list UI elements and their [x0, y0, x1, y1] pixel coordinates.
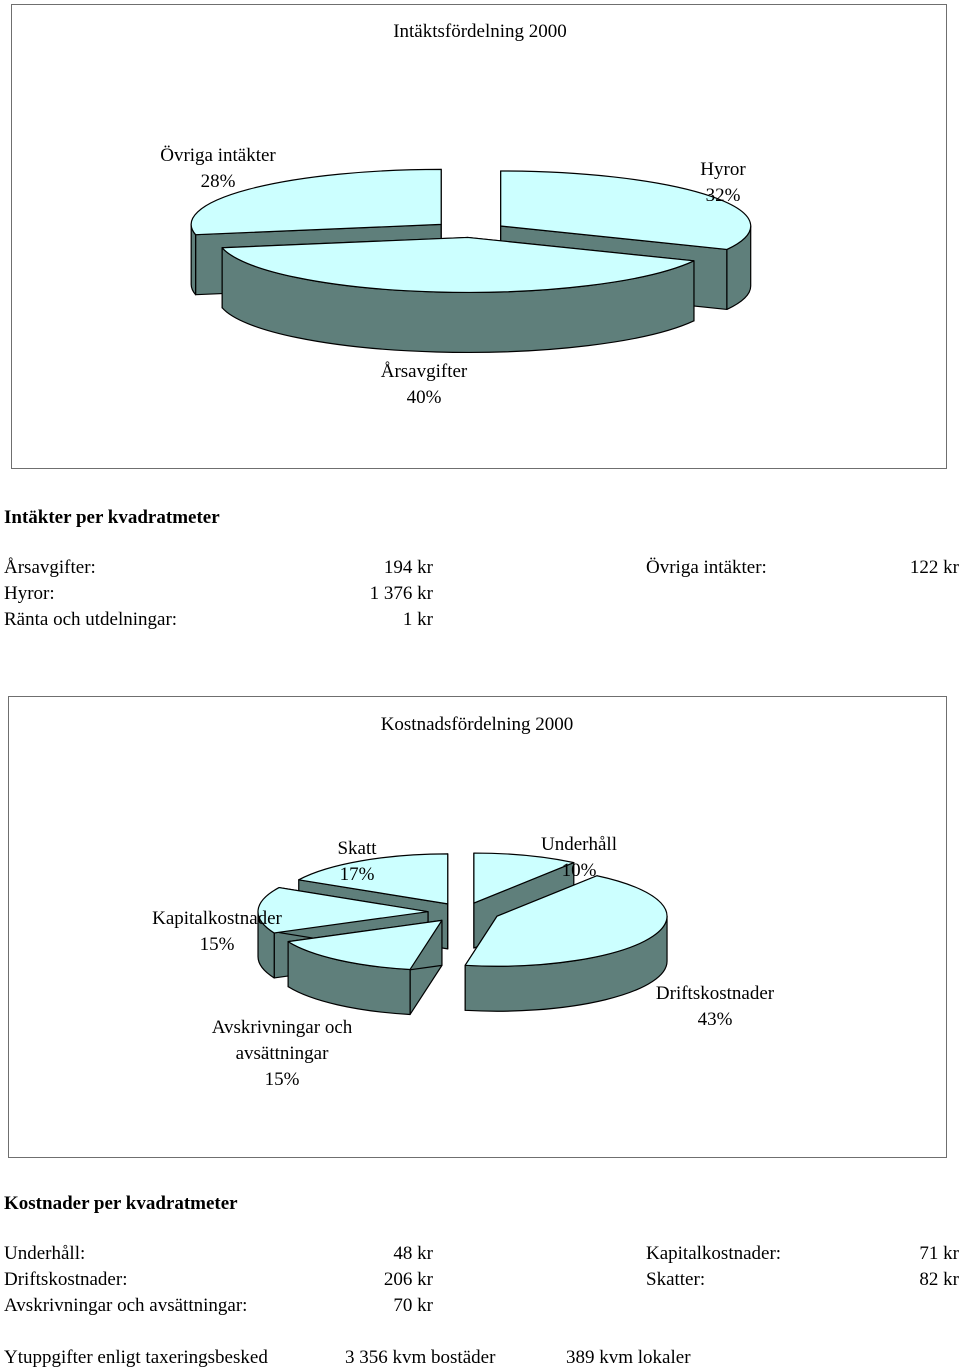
- cost-row-value: 71 kr: [919, 1243, 959, 1264]
- cost-row-value: 206 kr: [383, 1269, 433, 1290]
- income-row-value: 1 kr: [402, 609, 433, 630]
- cost-heading: Kostnader per kvadratmeter: [4, 1193, 238, 1214]
- pie-slice-label: Underhåll 10%: [541, 834, 617, 881]
- footer-label: Ytuppgifter enligt taxeringsbesked: [4, 1347, 268, 1368]
- cost-row-value: 48 kr: [393, 1243, 433, 1264]
- income-row-label: Hyror:: [4, 583, 55, 604]
- pie-slice-label: Övriga intäkter 28%: [160, 145, 276, 192]
- pie-slice-label: Driftskostnader 43%: [655, 983, 775, 1030]
- income-row-label: Årsavgifter:: [4, 557, 96, 578]
- footer-premises: 389 kvm lokaler: [566, 1347, 691, 1368]
- income-heading: Intäkter per kvadratmeter: [4, 507, 220, 528]
- cost-row-label: Avskrivningar och avsättningar:: [4, 1295, 248, 1316]
- income-row-label: Övriga intäkter:: [646, 557, 767, 578]
- cost-chart-title: Kostnadsfördelning 2000: [380, 714, 574, 735]
- income-row-value: 194 kr: [383, 557, 433, 578]
- cost-row-label: Kapitalkostnader:: [646, 1243, 782, 1264]
- cost-chart: [8, 696, 947, 1158]
- income-pie-svg: [12, 5, 948, 470]
- cost-row-value: 82 kr: [919, 1269, 959, 1290]
- income-chart-title: Intäktsfördelning 2000: [393, 21, 567, 42]
- income-chart: [11, 4, 947, 469]
- pie-slice-label: Kapitalkostnader 15%: [152, 908, 282, 955]
- income-row-value: 122 kr: [909, 557, 959, 578]
- cost-row-label: Underhåll:: [4, 1243, 86, 1264]
- cost-row-label: Driftskostnader:: [4, 1269, 128, 1290]
- pie-slice-label: Avskrivningar och avsättningar 15%: [211, 1017, 353, 1090]
- footer-housing: 3 356 kvm bostäder: [345, 1347, 496, 1368]
- pie-slice-label: Årsavgifter 40%: [380, 361, 468, 408]
- cost-row-label: Skatter:: [646, 1269, 706, 1290]
- pie-slice-label: Hyror 32%: [700, 159, 746, 206]
- income-row-label: Ränta och utdelningar:: [4, 609, 178, 630]
- cost-pie-svg: [9, 697, 948, 1159]
- cost-row-value: 70 kr: [393, 1295, 433, 1316]
- pie-slice: [222, 237, 694, 352]
- income-row-value: 1 376 kr: [369, 583, 433, 604]
- pie-slice-label: Skatt 17%: [337, 838, 377, 885]
